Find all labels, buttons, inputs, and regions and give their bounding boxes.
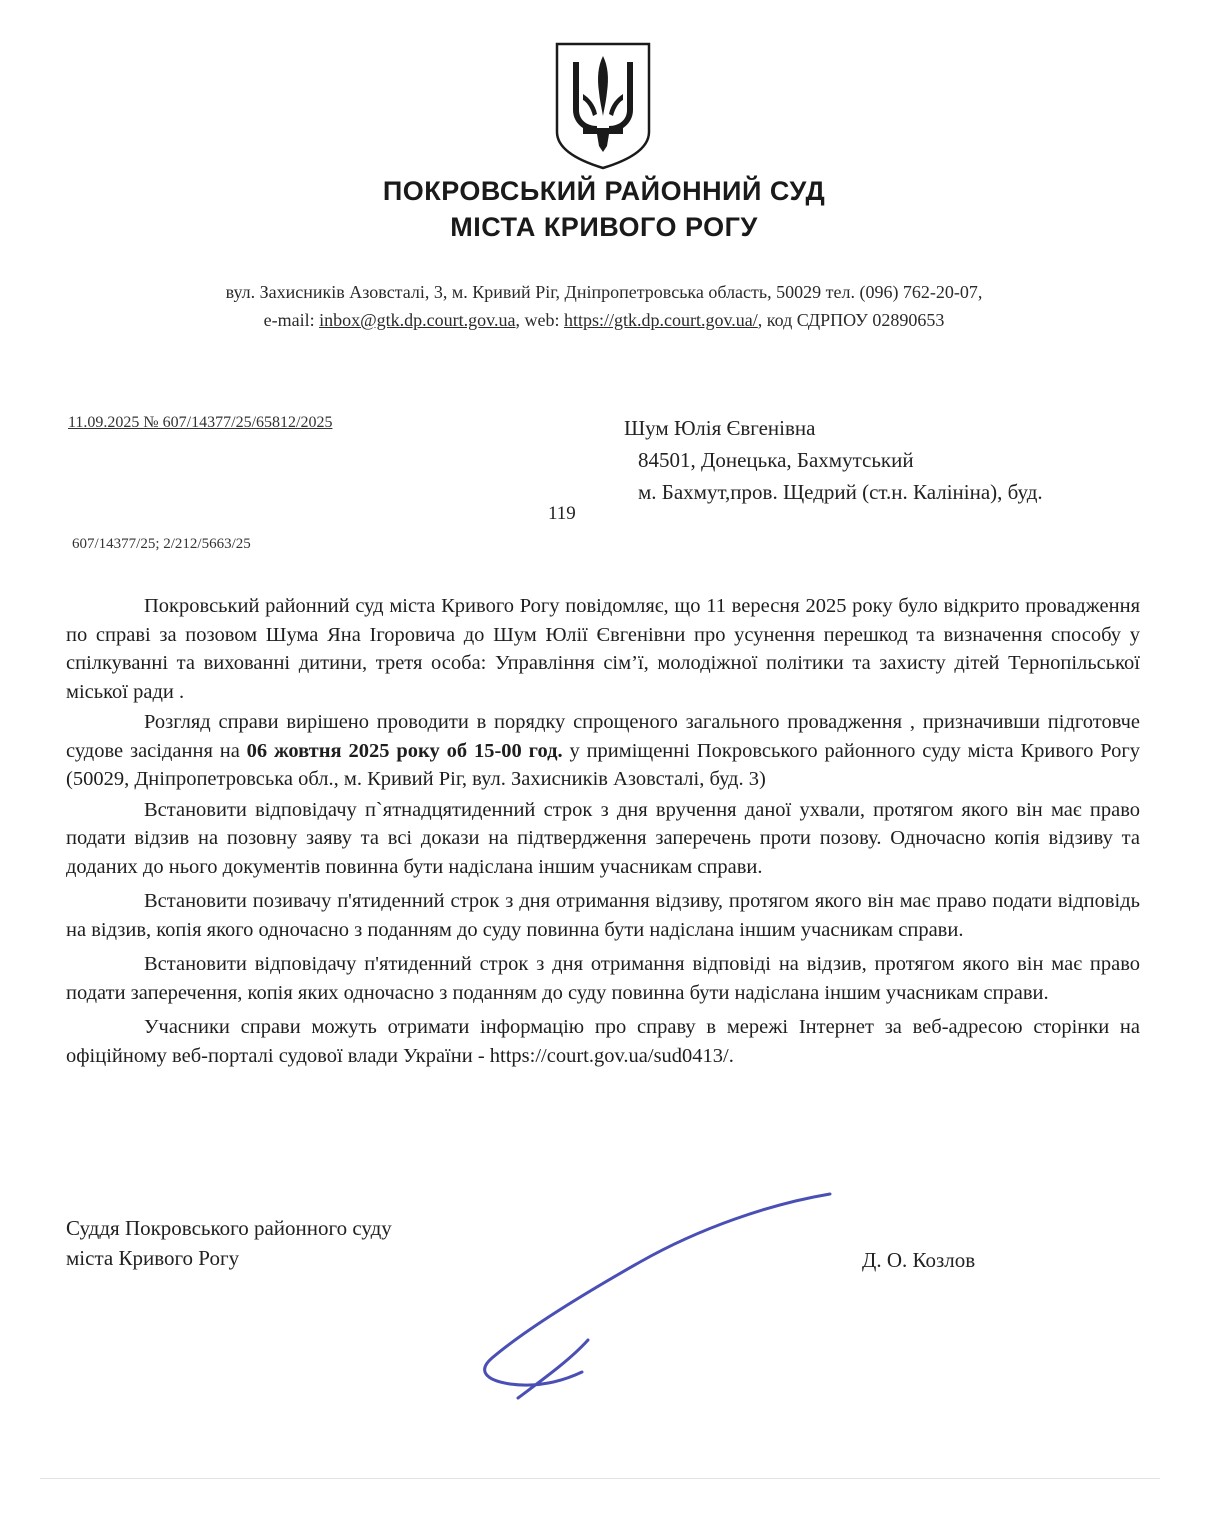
scan-edge-line [40, 1478, 1160, 1479]
court-name-line2: МІСТА КРИВОГО РОГУ [450, 212, 758, 242]
web-link[interactable]: https://gtk.dp.court.gov.ua/ [563, 310, 758, 330]
paragraph-notice: Покровський районний суд міста Кривого Рогу повідомляє, що 11 вересня 2025 року було відкрито провадження по справі за позовом Шума Яна Ігоровича до Шум Юлії Євгенівни про усунення перешкод та визначення способу у спілкуванні та вихованні дитини, третя особа: Управління сім’ї, молодіжної політики та захисту дітей Тернопільської міської ради . [66, 595, 1140, 703]
hearing-text-start: Розгляд справи вирішено проводити в порядку спрощеного загального провадження , призначивши підготовче судове засідання на [66, 711, 1140, 762]
letter-body [66, 592, 1140, 1072]
hearing-date: 06 жовтня 2025 року об 15-00 год. [246, 739, 563, 762]
signer-name: Д. О. Козлов [862, 1248, 976, 1272]
signer-position-line2: міста Кривого Рогу [66, 1246, 240, 1270]
web-label: , web: [515, 310, 564, 330]
court-name-line1: ПОКРОВСЬКИЙ РАЙОННИЙ СУД [382, 176, 826, 206]
tryzub-emblem-icon [553, 40, 653, 172]
registration-date-number: 11.09.2025 № 607/14377/25/65812/2025 [68, 414, 333, 431]
recipient-address-line2: м. Бахмут,пров. Щедрий (ст.н. Калініна), буд. [638, 480, 1043, 504]
contact-email-web [0, 310, 1208, 331]
signer-position [66, 1213, 392, 1273]
registration-count: 119 [548, 503, 576, 524]
paragraph-defendant-term: Встановити відповідачу п`ятнадцятиденний строк з дня вручення даної ухвали, протягом якого він має право подати відзив на позовну заяву та всі докази на підтвердження заперечень проти позову. Одночасно копія відзиву та доданих до нього документів повинна бути надіслана іншим учасникам справи. [66, 798, 1140, 878]
handwritten-signature [470, 1180, 850, 1410]
case-reference: 607/14377/25; 2/212/5663/25 [72, 536, 251, 552]
recipient-address-line1: 84501, Донецька, Бахмутський [638, 448, 914, 472]
paragraph-hearing [66, 708, 1140, 794]
contact-address: вул. Захисників Азовсталі, 3, м. Кривий Ріг, Дніпропетровська область, 50029 тел. (096) 762-20-07, [225, 282, 983, 302]
signer-position-line1: Суддя Покровського районного суду [66, 1216, 392, 1240]
paragraph-online-info: Учасники справи можуть отримати інформацію про справу в мережі Інтернет за веб-адресою сторінки на офіційному веб-порталі судової влади України - https://court.gov.ua/sud0413/. [66, 1016, 1140, 1067]
paragraph-plaintiff-term: Встановити позивачу п'ятиденний строк з дня отримання відзиву, протягом якого він має право подати відповідь на відзив, копія якого одночасно з поданням до суду повинна бути надіслана іншим учасникам справи. [66, 890, 1140, 941]
hearing-text-end: у приміщенні Покровського районного суду міста Кривого Рогу (50029, Дніпропетровська обл., м. Кривий Ріг, вул. Захисників Азовсталі, буд. 3) [66, 739, 1140, 790]
edrpou-code: , код СДРПОУ 02890653 [757, 310, 945, 330]
paragraph-objection-term: Встановити відповідачу п'ятиденний строк з дня отримання відповіді на відзив, протягом якого він має право подати заперечення, копія яких одночасно з поданням до суду повинна бути надіслана іншим учасникам справи. [66, 953, 1140, 1004]
email-label: e-mail: [263, 310, 320, 330]
email-link[interactable]: inbox@gtk.dp.court.gov.ua [319, 310, 516, 330]
recipient-name: Шум Юлія Євгенівна [624, 416, 816, 440]
